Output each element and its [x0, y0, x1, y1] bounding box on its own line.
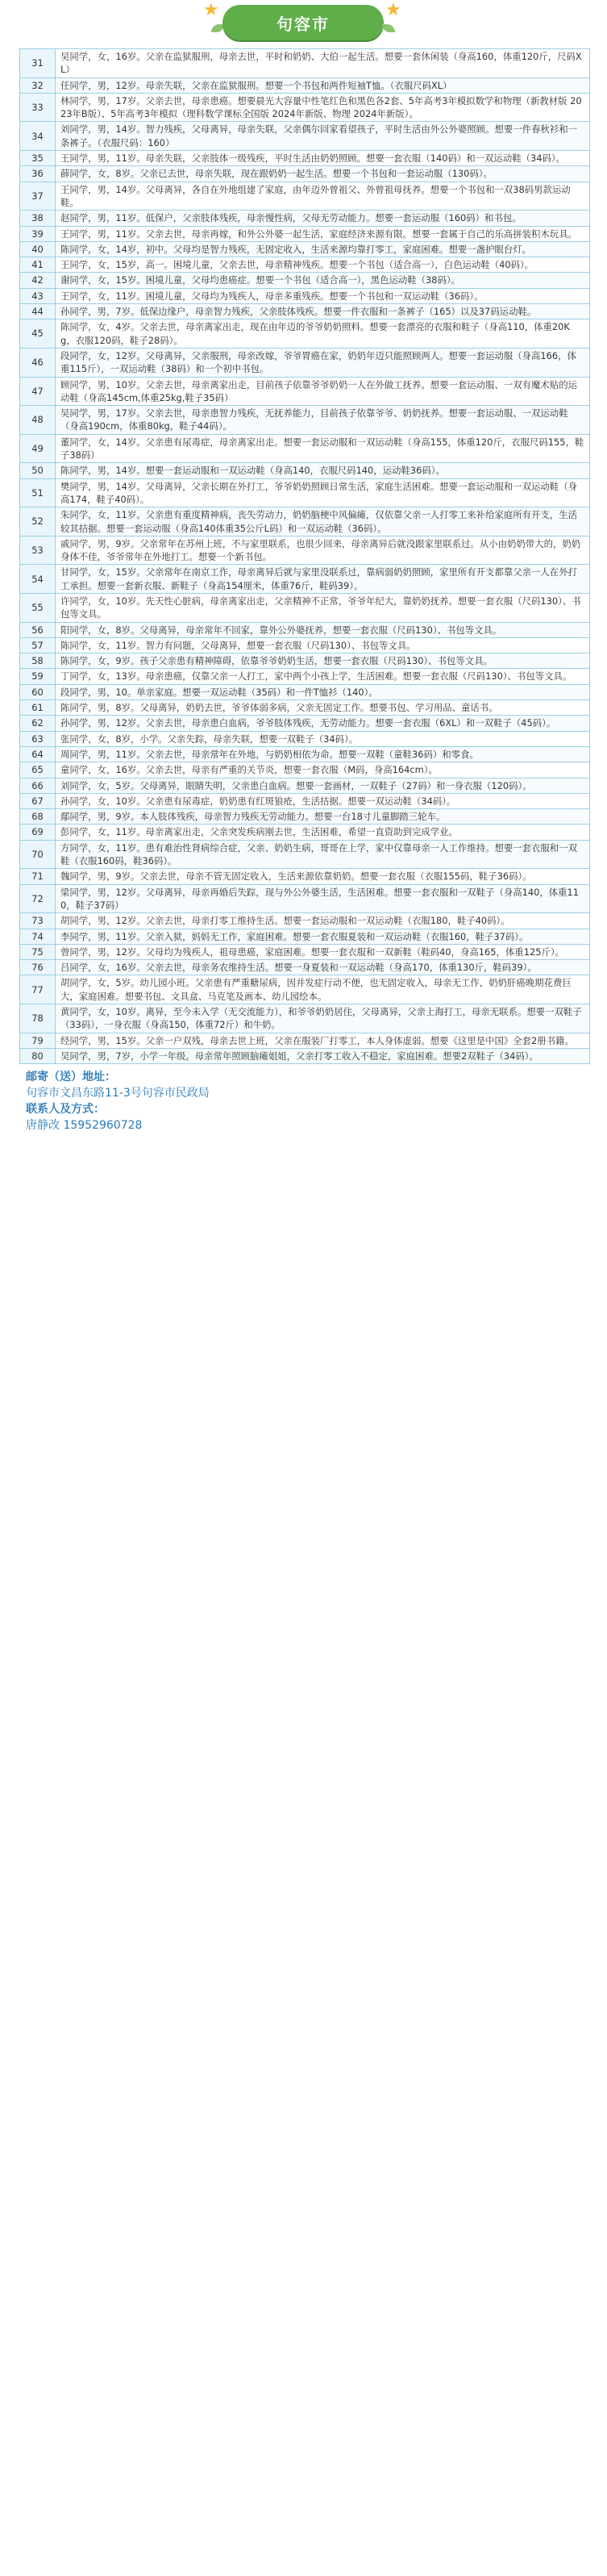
row-number: 46 — [20, 348, 56, 377]
row-description: 吴同学，女，16岁。父亲在监狱服刑，母亲去世，平时和奶奶、大伯一起生活。想要一套休闲装（身高160，体重120斤，尺码XL） — [56, 49, 590, 78]
row-number: 61 — [20, 700, 56, 716]
table-row — [20, 762, 590, 778]
row-description: 王同学，男，14岁。父母离异，各自在外地组建了家庭，由年迈外曾祖父、外曾祖母抚养。想要一个书包和一双38码男款运动鞋。 — [56, 182, 590, 211]
row-number: 47 — [20, 377, 56, 406]
table-row — [20, 536, 590, 565]
row-number: 40 — [20, 241, 56, 257]
row-number: 42 — [20, 273, 56, 288]
row-description: 王同学，女，15岁，高一。困境儿童，父亲去世，母亲精神残疾。想要一个书包（适合高一），白色运动鞋（40码）。 — [56, 257, 590, 273]
row-number: 51 — [20, 478, 56, 507]
row-description: 孙同学，男，12岁。父亲去世，母亲患白血病，爷爷肢体残疾，无劳动能力。想要一套衣服（6XL）和一双鞋子（45码）。 — [56, 716, 590, 731]
table-row — [20, 565, 590, 594]
row-number: 50 — [20, 463, 56, 478]
row-description: 吴同学，男，17岁。父亲去世，母亲患智力残疾，无抚养能力，目前孩子依靠爷爷、奶奶抚养。想要一套运动服、一双运动鞋（身高190cm，体重80kg，鞋子44码）。 — [56, 406, 590, 435]
row-number: 74 — [20, 929, 56, 944]
row-number: 58 — [20, 653, 56, 669]
table-row — [20, 319, 590, 349]
row-number: 41 — [20, 257, 56, 273]
table-row — [20, 49, 590, 78]
row-description: 王同学，女，11岁。困境儿童，父母均为残疾人，母亲多重残疾。想要一个书包和一双运动鞋（36码）。 — [56, 288, 590, 303]
table-row — [20, 151, 590, 166]
table-row — [20, 182, 590, 211]
row-number: 77 — [20, 975, 56, 1004]
table-row — [20, 809, 590, 825]
row-number: 36 — [20, 166, 56, 182]
table-row — [20, 1004, 590, 1033]
row-description: 童同学，女，16岁。父亲去世，母亲有严重的关节炎，想要一套衣服（M码，身高164cm）。 — [56, 762, 590, 778]
row-number: 48 — [20, 406, 56, 435]
table-row — [20, 593, 590, 622]
row-number: 44 — [20, 304, 56, 319]
table-row — [20, 825, 590, 840]
row-number: 45 — [20, 319, 56, 349]
table-row — [20, 960, 590, 975]
table-row — [20, 746, 590, 762]
row-number: 49 — [20, 434, 56, 463]
table-row — [20, 377, 590, 406]
table-row — [20, 288, 590, 303]
city-title: 句容市 — [222, 5, 384, 40]
table-row — [20, 793, 590, 808]
row-number: 54 — [20, 565, 56, 594]
table-row — [20, 406, 590, 435]
star-icon: ★ — [203, 0, 219, 20]
row-description: 薛同学，女，8岁。父亲已去世，母亲失联，现在跟奶奶一起生活。想要一个书包和一套运动服（130码）。 — [56, 166, 590, 182]
table-row — [20, 869, 590, 884]
row-number: 34 — [20, 122, 56, 151]
row-number: 53 — [20, 536, 56, 565]
row-number: 55 — [20, 593, 56, 622]
row-description: 张同学，女，8岁，小学。父亲失踪，母亲失联，想要一双鞋子（34码）。 — [56, 731, 590, 746]
row-description: 丁同学，女，13岁。母亲患癌，仅靠父亲一人打工，家中两个小孩上学，生活困难。想要一套衣服（尺码130）、书包等文具。 — [56, 669, 590, 684]
row-number: 60 — [20, 684, 56, 699]
row-number: 62 — [20, 716, 56, 731]
star-icon: ★ — [385, 0, 401, 20]
row-description: 陈同学，女，11岁。智力有问题，父母离异，想要一套衣服（尺码130）、书包等文具。 — [56, 637, 590, 653]
row-number: 68 — [20, 809, 56, 825]
table-row — [20, 166, 590, 182]
row-number: 66 — [20, 778, 56, 793]
row-description: 谢同学，女，15岁。困境儿童，父母均患癌症。想要一个书包（适合高一），黑色运动鞋（38码）。 — [56, 273, 590, 288]
row-description: 任同学，男，12岁。母亲失联，父亲在监狱服刑。想要一个书包和两件短袖T恤。（衣服尺码XL） — [56, 77, 590, 93]
row-number: 76 — [20, 960, 56, 975]
row-number: 35 — [20, 151, 56, 166]
table-row — [20, 463, 590, 478]
row-description: 王同学，男，11岁。母亲失联，父亲肢体一级残疾，平时生活由奶奶照顾。想要一套衣服（140码）和一双运动鞋（34码）。 — [56, 151, 590, 166]
row-description: 曾同学，男，12岁。父母均为残疾人，祖母患癌，家庭困难。想要一套衣服和一双新鞋（鞋码40，身高165，体重125斤）。 — [56, 944, 590, 959]
row-description: 王同学，男，11岁。父亲去世，母亲再嫁，和外公外婆一起生活，家庭经济来源有限。想要一套属于自己的乐高拼装积木玩具。 — [56, 226, 590, 241]
table-row — [20, 975, 590, 1004]
row-number: 31 — [20, 49, 56, 78]
contact-footer — [26, 1069, 607, 1134]
row-description: 顾同学，男，10岁。父亲去世，母亲离家出走，目前孩子依靠爷爷奶奶一人在外做工抚养。想要一套运动服、一双有魔术贴的运动鞋（身高145cm,体重25kg,鞋子35码） — [56, 377, 590, 406]
row-description: 陈同学，女，4岁。父亲去世，母亲离家出走，现在由年迈的爷爷奶奶照料。想要一套漂亮的衣服和鞋子（身高110，体重20Kg，衣服120码，鞋子28码）。 — [56, 319, 590, 349]
table-row — [20, 507, 590, 536]
row-number: 69 — [20, 825, 56, 840]
row-description: 陈同学，男，14岁。想要一套运动服和一双运动鞋（身高140，衣服尺码140，运动鞋36码）。 — [56, 463, 590, 478]
row-description: 赵同学，男，11岁。低保户，父亲肢体残疾，母亲慢性病，父母无劳动能力。想要一套运动服（160码）和书包。 — [56, 211, 590, 226]
row-description: 董同学，女，14岁。父亲患有尿毒症，母亲离家出走。想要一套运动服和一双运动鞋（身高155，体重120斤，衣服尺码155，鞋子38码） — [56, 434, 590, 463]
row-number: 65 — [20, 762, 56, 778]
table-row — [20, 226, 590, 241]
row-number: 64 — [20, 746, 56, 762]
row-number: 79 — [20, 1033, 56, 1048]
row-number: 73 — [20, 913, 56, 929]
row-description: 樊同学，男，14岁。父母离异，父亲长期在外打工，爷爷奶奶照顾日常生活，家庭生活困难。想要一套运动服和一双运动鞋（身高174，鞋子40码）。 — [56, 478, 590, 507]
table-row — [20, 716, 590, 731]
row-description: 段同学，女，12岁。父母离异，父亲服刑，母亲改嫁，爷爷胃癌在家，奶奶年迈只能照顾两人。想要一套运动服（身高166，体重115斤），一双运动鞋（38码）和一个初中书包。 — [56, 348, 590, 377]
row-description: 经同学，男，15岁。父亲一户双残，母亲去世上班，父亲在服装厂打零工，本人身体虚弱。想要《这里是中国》全套2册书籍。 — [56, 1033, 590, 1048]
table-row — [20, 884, 590, 913]
row-description: 胡同学，男，12岁。父亲去世，母亲打零工维持生活。想要一套运动服和一双运动鞋（衣服180，鞋子40码）。 — [56, 913, 590, 929]
table-row — [20, 1033, 590, 1048]
table-row — [20, 731, 590, 746]
table-row — [20, 122, 590, 151]
row-number: 43 — [20, 288, 56, 303]
row-description: 朱同学，女，11岁。父亲患有重度精神病，丧失劳动力，奶奶脑梗中风偏瘫，仅依靠父亲一人打零工来补给家庭所有开支，生活较其拮据。想要一套运动服（身高140体重35公斤L码）和一双运动鞋（36码）。 — [56, 507, 590, 536]
row-description: 黄同学，女，10岁。离异，至今未入学（无交流能力），和爷爷奶奶居住，父母离异，父亲上海打工，母亲无联系。想要一双鞋子（33码），一身衣服（身高150，体重72斤）和牛奶。 — [56, 1004, 590, 1033]
row-description: 林同学，男，17岁。父亲去世，母亲患癌。想要晨光大容量中性笔红色和黑色各2套、5年高考3年模拟数学和物理（新教材版 2023年B版）、5年高考3年模拟（理科数学课标全国版 2024年新版、物理 2024年新版）。 — [56, 93, 590, 122]
table-row — [20, 93, 590, 122]
row-number: 75 — [20, 944, 56, 959]
table-row — [20, 653, 590, 669]
table-row — [20, 944, 590, 959]
row-description: 李同学，男，11岁。父亲入狱，妈妈无工作，家庭困难。想要一套衣服夏装和一双运动鞋（衣服160，鞋子37码）。 — [56, 929, 590, 944]
row-description: 刘同学，男，14岁。智力残疾，父母离异，母亲失联，父亲偶尔回家看望孩子，平时生活由外公外婆照顾。想要一件春秋衫和一条裤子。（衣服尺码：160） — [56, 122, 590, 151]
table-row — [20, 684, 590, 699]
table-row — [20, 304, 590, 319]
table-row — [20, 700, 590, 716]
table-row — [20, 929, 590, 944]
row-description: 戚同学，男，9岁。父亲常年在苏州上班，不与家里联系，也很少回来，母亲离异后就没跟家里联系过。从小由奶奶带大的，奶奶身体不佳，爷爷常年在外地打工。想要一个新书包。 — [56, 536, 590, 565]
row-number: 63 — [20, 731, 56, 746]
wish-table — [19, 48, 590, 1064]
table-row — [20, 637, 590, 653]
table-row — [20, 1048, 590, 1063]
row-number: 32 — [20, 77, 56, 93]
table-row — [20, 257, 590, 273]
table-row — [20, 273, 590, 288]
row-number: 72 — [20, 884, 56, 913]
row-number: 39 — [20, 226, 56, 241]
row-number: 38 — [20, 211, 56, 226]
row-description: 孙同学，女，10岁。父亲患有尿毒症，奶奶患有红斑狼疮，生活拮据。想要一双运动鞋（34码）。 — [56, 793, 590, 808]
table-row — [20, 669, 590, 684]
row-number: 78 — [20, 1004, 56, 1033]
row-number: 80 — [20, 1048, 56, 1063]
row-description: 吕同学，女，16岁。父亲去世，母亲务农维持生活。想要一身夏装和一双运动鞋（身高170，体重130斤，鞋码39）。 — [56, 960, 590, 975]
contact-value: 唐静改 15952960728 — [26, 1119, 143, 1133]
row-description: 周同学，男，11岁。父亲去世，母亲常年在外地，与奶奶相依为命。想要一双鞋（童鞋36码）和零食。 — [56, 746, 590, 762]
row-description: 彭同学，女，11岁。母亲离家出走，父亲突发疾病刚去世，生活困难，希望一直资助到完成学业。 — [56, 825, 590, 840]
row-description: 陈同学，男，8岁。父母离异，奶奶去世，爷爷体弱多病，父亲无固定工作。想要书包、学习用品、童话书。 — [56, 700, 590, 716]
contact-label: 联系人及方式： — [26, 1103, 105, 1117]
row-description: 陈同学，女，14岁，初中。父母均是智力残疾，无固定收入，生活来源均靠打零工，家庭困难。想要一盏护眼台灯。 — [56, 241, 590, 257]
table-row — [20, 77, 590, 93]
row-number: 37 — [20, 182, 56, 211]
table-row — [20, 348, 590, 377]
row-description: 吴同学，男，7岁，小学一年级。母亲常年照顾脑瘫姐姐，父亲打零工收入不稳定，家庭困难。想要2双鞋子（34码）。 — [56, 1048, 590, 1063]
row-description: 甘同学，女，15岁。父亲常年在南京工作，母亲离异后就与家里没联系过，靠病弱奶奶照顾，家里所有开支都靠父亲一人在外打工承担。想要一套新衣服、新鞋子（身高154厘米，体重76斤，鞋码39）。 — [56, 565, 590, 594]
row-number: 70 — [20, 840, 56, 869]
table-row — [20, 241, 590, 257]
table-row — [20, 622, 590, 637]
table-row — [20, 211, 590, 226]
leaf-icon — [382, 24, 395, 32]
row-description: 梁同学，男，12岁。父母离异，母亲再婚后失踪，现与外公外婆生活，生活困难。想要一套衣服和一双鞋子（身高140，体重110，鞋子37码） — [56, 884, 590, 913]
row-number: 71 — [20, 869, 56, 884]
table-row — [20, 840, 590, 869]
row-number: 52 — [20, 507, 56, 536]
row-description: 魏同学，男，9岁。父亲去世，母亲不管无固定收入，生活来源依靠奶奶。想要一套衣服（衣服155码，鞋子36码）。 — [56, 869, 590, 884]
table-row — [20, 778, 590, 793]
address-label: 邮寄（送）地址： — [26, 1071, 116, 1084]
row-description: 鄢同学，男，9岁。本人肢体残疾，母亲智力残疾无劳动能力。想要一台18寸儿童脚踏三轮车。 — [56, 809, 590, 825]
row-number: 67 — [20, 793, 56, 808]
row-description: 胡同学，女，5岁。幼儿园小班。父亲患有严重糖尿病，因并发症行动不便，也无固定收入，母亲无工作，奶奶肝癌晚期花费巨大，家庭困难。想要书包、文具盒、马克笔及画本、幼儿园绘本。 — [56, 975, 590, 1004]
row-description: 阳同学，女，8岁。父母离异，母亲常年不回家，靠外公外婆抚养，想要一套衣服（尺码130）、书包等文具。 — [56, 622, 590, 637]
row-description: 段同学，男，10。单亲家庭。想要一双运动鞋（35码）和一件T恤衫（140）。 — [56, 684, 590, 699]
row-number: 57 — [20, 637, 56, 653]
row-description: 许同学，女，10岁。先天性心脏病，母亲离家出走，父亲精神不正常，爷爷年纪大，靠奶奶抚养。想要一套衣服（尺码130）、书包等文具。 — [56, 593, 590, 622]
row-description: 陈同学，女，9岁。孩子父亲患有精神障碍，依靠爷爷奶奶生活，想要一套衣服（尺码130）、书包等文具。 — [56, 653, 590, 669]
table-row — [20, 478, 590, 507]
row-number: 56 — [20, 622, 56, 637]
table-row — [20, 434, 590, 463]
header-banner — [0, 0, 607, 48]
row-description: 孙同学，男，7岁。低保边缘户，母亲智力残疾，父亲肢体残疾。想要一件衣服和一条裤子（165）以及37码运动鞋。 — [56, 304, 590, 319]
table-row — [20, 913, 590, 929]
row-description: 刘同学，女，5岁。父母离异，眼睛失明，父亲患白血病。想要一套画材，一双鞋子（27码）和一身衣服（120码）。 — [56, 778, 590, 793]
row-number: 59 — [20, 669, 56, 684]
address-value: 句容市文昌东路11-3号句容市民政局 — [26, 1087, 210, 1100]
row-number: 33 — [20, 93, 56, 122]
row-description: 方同学，女，11岁。患有难治性肾病综合症，父亲、奶奶生病，哥哥在上学，家中仅靠母亲一人工作维持。想要一套衣服和一双鞋（衣服160码，鞋36码）。 — [56, 840, 590, 869]
